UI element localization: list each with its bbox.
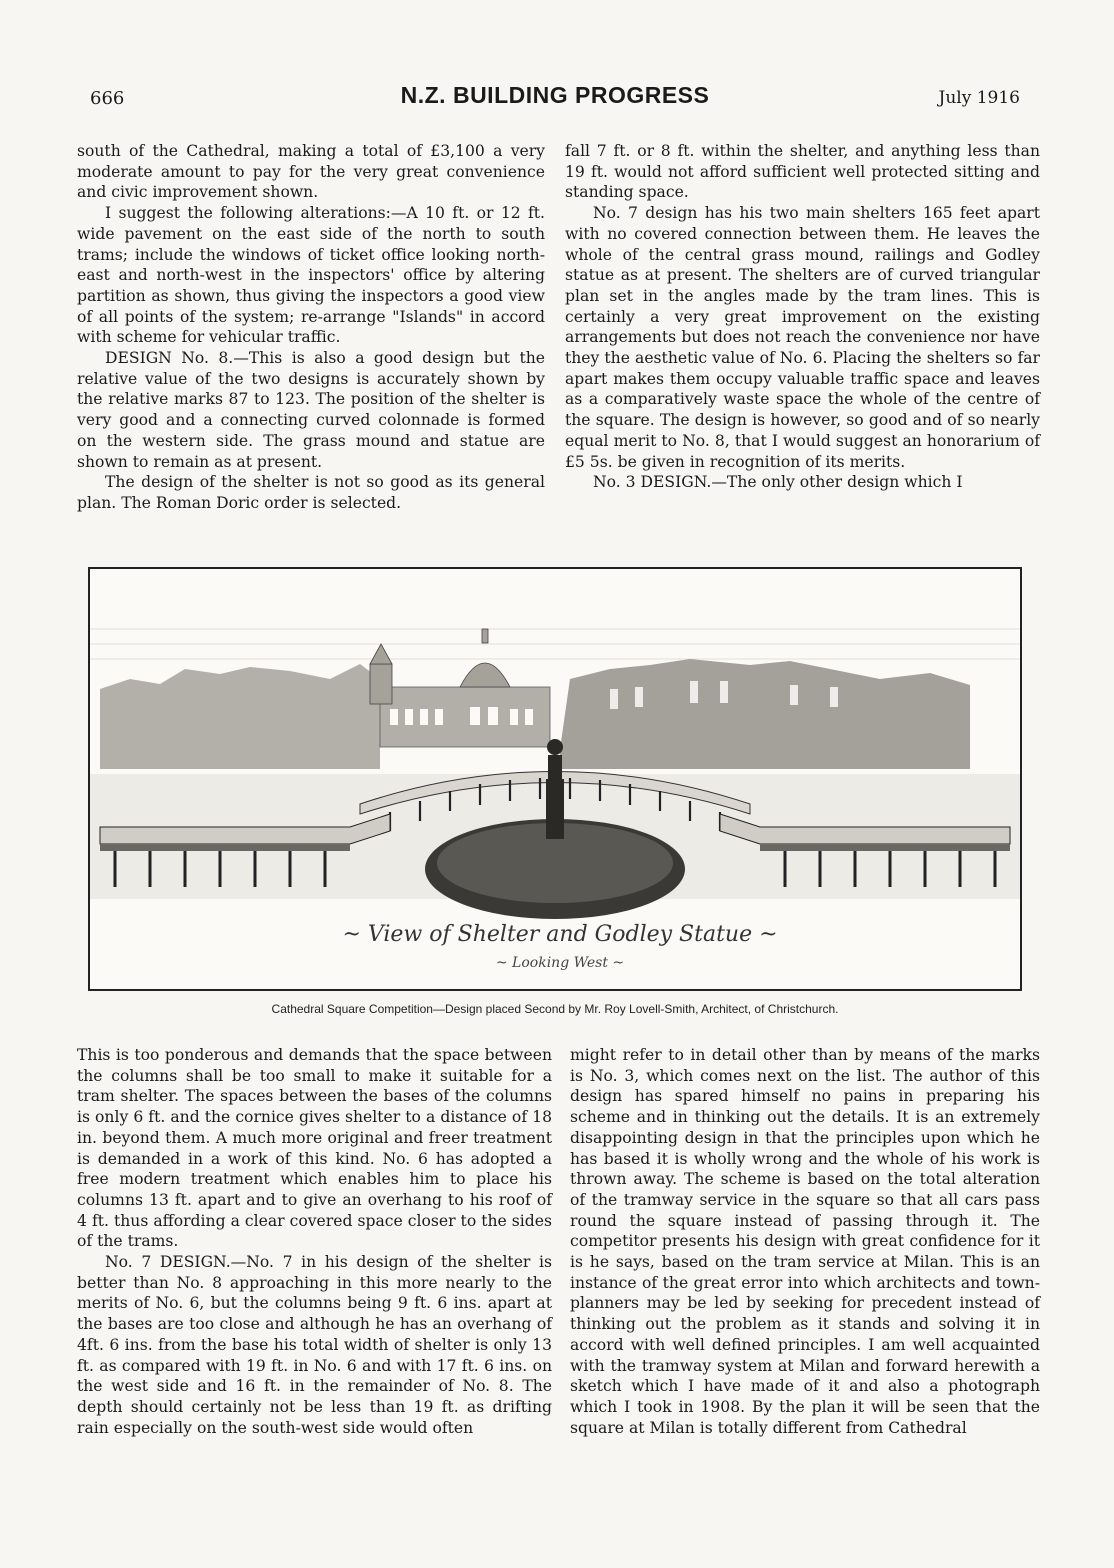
- bottom-right-column: [570, 1045, 1040, 1438]
- top-left-column: [77, 141, 545, 514]
- paragraph: No. 7 design has his two main shelters 165 feet apart with no covered connection between them. He leaves the whole of the central grass mound, railings and Godley statue as at present. The shelters are of curved triangular plan set in the angles made by the tram lines. This is certainly a very great improvement on the existing arrangements but does not reach the convenience nor have they the aesthetic value of No. 6. Placing the shelters so far apart makes them occupy valuable traffic space and leaves as a comparatively waste space the whole of the centre of the square. The design is however, so good and of so nearly equal merit to No. 8, that I would suggest an honorarium of £5 5s. be given in recognition of its merits.: [565, 204, 1040, 471]
- paragraph: I suggest the following alterations:—A 10 ft. or 12 ft. wide pavement on the east side of the north to south trams; include the windows of ticket office looking north-east and north-west in the inspectors' office by altering partition as shown, thus giving the inspectors a good view of all points of the system; re-arrange "Islands" in accord with scheme for vehicular traffic.: [77, 204, 545, 347]
- paragraph: fall 7 ft. or 8 ft. within the shelter, and anything less than 19 ft. would not afford sufficient well protected sitting and standing space.: [565, 142, 1040, 202]
- paragraph: No. 7 DESIGN.—No. 7 in his design of the shelter is better than No. 8 approaching in this more nearly to the merits of No. 6, but the columns being 9 ft. 6 ins. apart at the bases are too close and although he has an overhang of 4ft. 6 ins. from the base his total width of shelter is only 13 ft. as compared with 19 ft. in No. 6 and with 17 ft. 6 ins. on the west side and 16 ft. in the remainder of No. 8. The depth should certainly not be less than 19 ft. as drifting rain especially on the south-west side would often: [77, 1253, 552, 1437]
- top-right-column: [565, 141, 1040, 493]
- page-number: 666: [90, 88, 125, 109]
- paragraph: The design of the shelter is not so good as its general plan. The Roman Doric order is selected.: [77, 473, 545, 512]
- inscription-line-2: ~ Looking West ~: [495, 955, 625, 971]
- issue-date: July 1916: [938, 88, 1020, 108]
- paragraph: This is too ponderous and demands that the space between the columns shall be too small to make it suitable for a tram shelter. The spaces between the bases of the columns is only 6 ft. and the cornice gives shelter to a distance of 18 in. beyond them. A much more original and freer treatment is demanded in a work of this kind. No. 6 has adopted a free modern treatment which enables him to place his columns 13 ft. apart and to give an overhang to his roof of 4 ft. thus affording a clear covered space closer to the sides of the trams.: [77, 1046, 552, 1251]
- page-header: [90, 82, 1020, 112]
- paragraph: might refer to in detail other than by means of the marks is No. 3, which comes next on the list. The author of this design has spared himself no pains in preparing his scheme and in thinking out the details. It is an extremely disappointing design in that the principles upon which he has based it is wholly wrong and the whole of his work is thrown away. The scheme is based on the total alteration of the tramway service in the square so that all cars pass round the square instead of passing through it. The competitor presents his design with great confidence for it is he says, based on the tram service at Milan. This is an instance of the great error into which architects and town-planners may be led by seeking for precedent instead of thinking out the problem as it stands and solving it in accord with well defined principles. I am well acquainted with the tramway system at Milan and forward herewith a sketch which I have made of it and also a photograph which I took in 1908. By the plan it will be seen that the square at Milan is totally different from Cathedral: [570, 1046, 1040, 1437]
- paragraph: No. 3 DESIGN.—The only other design which I: [593, 473, 963, 492]
- shelter-illustration: [88, 567, 1022, 991]
- paragraph: south of the Cathedral, making a total of £3,100 a very moderate amount to pay for the very great convenience and civic improvement shown.: [77, 142, 545, 202]
- paragraph: DESIGN No. 8.—This is also a good design but the relative value of the two designs is accurately shown by the relative marks 87 to 123. The position of the shelter is very good and a connecting curved colonnade is formed on the western side. The grass mound and statue are shown to remain as at present.: [77, 349, 545, 471]
- masthead-title: N.Z. BUILDING PROGRESS: [400, 82, 710, 108]
- bottom-left-column: [77, 1045, 552, 1438]
- figure-caption: Cathedral Square Competition—Design placed Second by Mr. Roy Lovell-Smith, Architect, of Christchurch.: [271, 1002, 839, 1016]
- inscription-line-1: ~ View of Shelter and Godley Statue ~: [342, 922, 778, 947]
